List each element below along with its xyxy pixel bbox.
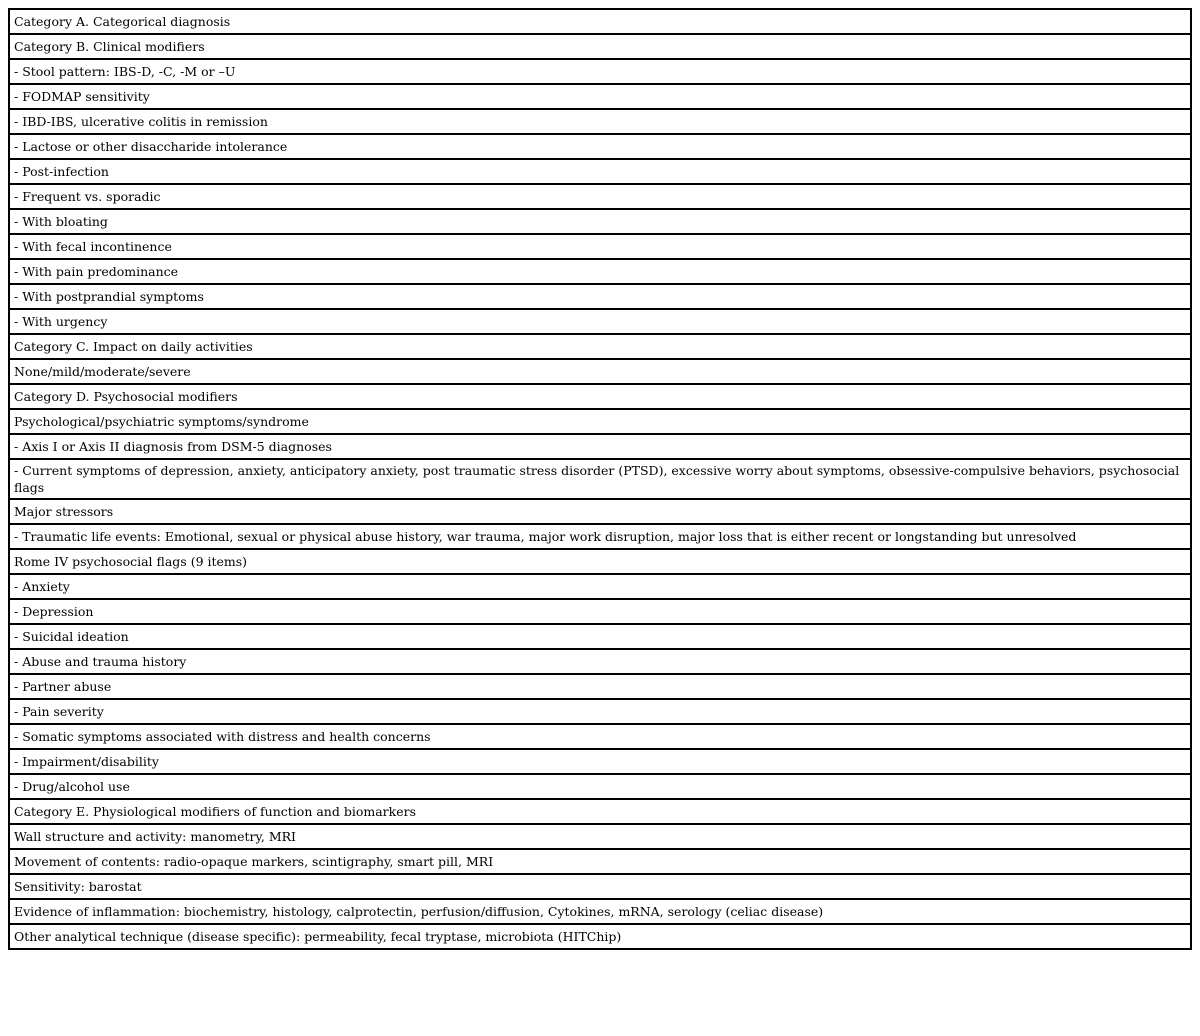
table-row — [9, 524, 1191, 549]
table-cell: - Post-infection — [9, 159, 1191, 184]
table-row — [9, 34, 1191, 59]
table-row — [9, 599, 1191, 624]
table-row — [9, 699, 1191, 724]
table-row — [9, 159, 1191, 184]
table-row — [9, 459, 1191, 499]
table-cell: - With fecal incontinence — [9, 234, 1191, 259]
table-row — [9, 674, 1191, 699]
table-row — [9, 799, 1191, 824]
table-cell: Category C. Impact on daily activities — [9, 334, 1191, 359]
table-row — [9, 724, 1191, 749]
table-row — [9, 84, 1191, 109]
table-cell: Major stressors — [9, 499, 1191, 524]
table-cell: None/mild/moderate/severe — [9, 359, 1191, 384]
table-cell: - IBD-IBS, ulcerative colitis in remission — [9, 109, 1191, 134]
table-cell: - Frequent vs. sporadic — [9, 184, 1191, 209]
table-row — [9, 284, 1191, 309]
table-cell: - Drug/alcohol use — [9, 774, 1191, 799]
table-row — [9, 549, 1191, 574]
classification-table — [8, 8, 1192, 950]
table-cell: Psychological/psychiatric symptoms/syndrome — [9, 409, 1191, 434]
table-row — [9, 824, 1191, 849]
table-cell: - Abuse and trauma history — [9, 649, 1191, 674]
table-cell: - With bloating — [9, 209, 1191, 234]
table-row — [9, 9, 1191, 34]
table-row — [9, 849, 1191, 874]
table-row — [9, 334, 1191, 359]
table-row — [9, 384, 1191, 409]
table-row — [9, 59, 1191, 84]
table-cell: - Depression — [9, 599, 1191, 624]
table-cell: - Somatic symptoms associated with distress and health concerns — [9, 724, 1191, 749]
table-cell: Other analytical technique (disease specific): permeability, fecal tryptase, microbiota (HITChip) — [9, 924, 1191, 949]
table-row — [9, 434, 1191, 459]
table-row — [9, 774, 1191, 799]
table-row — [9, 109, 1191, 134]
table-cell: - Stool pattern: IBS-D, -C, -M or –U — [9, 59, 1191, 84]
table-row — [9, 309, 1191, 334]
table-row — [9, 749, 1191, 774]
table-row — [9, 409, 1191, 434]
table-cell: - With urgency — [9, 309, 1191, 334]
classification-table-container — [8, 8, 1192, 950]
table-cell: - With postprandial symptoms — [9, 284, 1191, 309]
table-row — [9, 649, 1191, 674]
table-row — [9, 184, 1191, 209]
table-cell: - Traumatic life events: Emotional, sexual or physical abuse history, war trauma, major work disruption, major loss that is either recent or longstanding but unresolved — [9, 524, 1191, 549]
table-cell: - Anxiety — [9, 574, 1191, 599]
table-cell: - Suicidal ideation — [9, 624, 1191, 649]
table-cell: - Pain severity — [9, 699, 1191, 724]
table-cell: - Current symptoms of depression, anxiety, anticipatory anxiety, post traumatic stress disorder (PTSD), excessive worry about symptoms, obsessive-compulsive behaviors, psychosocial flags — [9, 459, 1191, 499]
table-cell: - Lactose or other disaccharide intolerance — [9, 134, 1191, 159]
table-cell: Category D. Psychosocial modifiers — [9, 384, 1191, 409]
table-row — [9, 899, 1191, 924]
table-cell: Wall structure and activity: manometry, MRI — [9, 824, 1191, 849]
table-cell: Evidence of inflammation: biochemistry, histology, calprotectin, perfusion/diffusion, Cytokines, mRNA, serology (celiac disease) — [9, 899, 1191, 924]
table-row — [9, 209, 1191, 234]
table-body — [9, 9, 1191, 949]
table-row — [9, 234, 1191, 259]
table-cell: - Impairment/disability — [9, 749, 1191, 774]
table-row — [9, 874, 1191, 899]
table-row — [9, 499, 1191, 524]
table-row — [9, 574, 1191, 599]
table-cell: Movement of contents: radio-opaque markers, scintigraphy, smart pill, MRI — [9, 849, 1191, 874]
table-cell: Rome IV psychosocial flags (9 items) — [9, 549, 1191, 574]
table-row — [9, 359, 1191, 384]
table-row — [9, 624, 1191, 649]
table-cell: Category A. Categorical diagnosis — [9, 9, 1191, 34]
table-cell: - Axis I or Axis II diagnosis from DSM-5 diagnoses — [9, 434, 1191, 459]
table-row — [9, 134, 1191, 159]
table-cell: - Partner abuse — [9, 674, 1191, 699]
table-cell: Category E. Physiological modifiers of function and biomarkers — [9, 799, 1191, 824]
table-cell: Category B. Clinical modifiers — [9, 34, 1191, 59]
table-cell: - FODMAP sensitivity — [9, 84, 1191, 109]
table-cell: - With pain predominance — [9, 259, 1191, 284]
table-row — [9, 259, 1191, 284]
table-cell: Sensitivity: barostat — [9, 874, 1191, 899]
table-row — [9, 924, 1191, 949]
